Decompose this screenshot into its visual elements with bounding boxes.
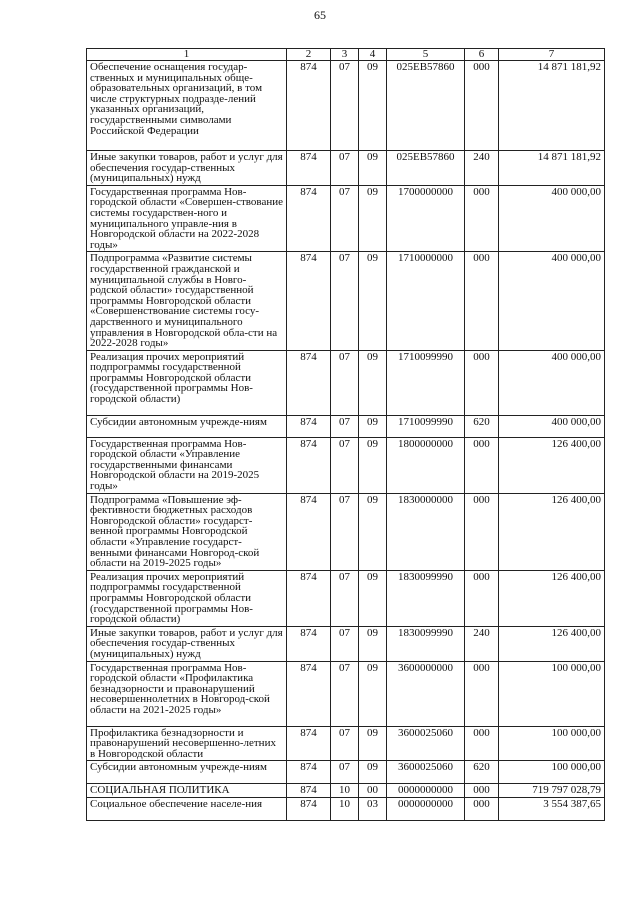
cell-description: Социальное обеспечение населе-ния xyxy=(87,798,287,821)
cell-target-article: 1800000000 xyxy=(387,437,465,493)
cell-target-article: 1830099990 xyxy=(387,570,465,626)
cell-target-article: 025ЕВ57860 xyxy=(387,151,465,186)
cell-subsection: 09 xyxy=(359,493,387,570)
cell-code: 874 xyxy=(287,784,331,798)
budget-table xyxy=(86,48,605,821)
cell-amount: 100 000,00 xyxy=(499,726,605,761)
cell-section: 07 xyxy=(331,185,359,252)
cell-amount: 3 554 387,65 xyxy=(499,798,605,821)
cell-expense-type: 000 xyxy=(465,185,499,252)
cell-expense-type: 240 xyxy=(465,626,499,661)
cell-code: 874 xyxy=(287,761,331,784)
cell-code: 874 xyxy=(287,493,331,570)
table-row xyxy=(87,726,605,761)
cell-subsection: 09 xyxy=(359,415,387,437)
cell-target-article: 1710000000 xyxy=(387,252,465,350)
cell-expense-type: 000 xyxy=(465,61,499,151)
cell-description: Субсидии автономным учрежде-ниям xyxy=(87,761,287,784)
cell-section: 07 xyxy=(331,661,359,726)
cell-target-article: 0000000000 xyxy=(387,798,465,821)
table-row xyxy=(87,415,605,437)
cell-description: Государственная программа Нов-городской области «Профилактика безнадзорности и правонарушений несовершеннолетних в Новгород-ской области на 2021-2025 годы» xyxy=(87,661,287,726)
column-header: 5 xyxy=(387,49,465,61)
cell-section: 07 xyxy=(331,626,359,661)
cell-expense-type: 000 xyxy=(465,493,499,570)
cell-expense-type: 000 xyxy=(465,726,499,761)
column-header: 2 xyxy=(287,49,331,61)
cell-section: 07 xyxy=(331,61,359,151)
column-header: 1 xyxy=(87,49,287,61)
cell-expense-type: 000 xyxy=(465,661,499,726)
cell-target-article: 1710099990 xyxy=(387,415,465,437)
cell-expense-type: 000 xyxy=(465,252,499,350)
cell-amount: 400 000,00 xyxy=(499,415,605,437)
column-header: 3 xyxy=(331,49,359,61)
table-row xyxy=(87,493,605,570)
cell-expense-type: 620 xyxy=(465,761,499,784)
cell-description: Реализация прочих мероприятий подпрограммы государственной программы Новгородской области (государственной программы Нов-городской области) xyxy=(87,350,287,415)
table-body xyxy=(87,61,605,821)
cell-subsection: 09 xyxy=(359,661,387,726)
table-row xyxy=(87,437,605,493)
cell-section: 07 xyxy=(331,570,359,626)
cell-target-article: 3600025060 xyxy=(387,726,465,761)
cell-section: 07 xyxy=(331,151,359,186)
column-header: 7 xyxy=(499,49,605,61)
cell-subsection: 09 xyxy=(359,761,387,784)
cell-amount: 400 000,00 xyxy=(499,252,605,350)
cell-target-article: 1700000000 xyxy=(387,185,465,252)
cell-code: 874 xyxy=(287,350,331,415)
cell-amount: 100 000,00 xyxy=(499,761,605,784)
cell-target-article: 3600025060 xyxy=(387,761,465,784)
cell-subsection: 03 xyxy=(359,798,387,821)
table-row xyxy=(87,61,605,151)
cell-code: 874 xyxy=(287,252,331,350)
cell-subsection: 09 xyxy=(359,151,387,186)
cell-code: 874 xyxy=(287,415,331,437)
cell-section: 07 xyxy=(331,415,359,437)
cell-subsection: 09 xyxy=(359,185,387,252)
cell-expense-type: 000 xyxy=(465,437,499,493)
cell-description: Подпрограмма «Повышение эф-фективности бюджетных расходов Новгородской области» государст-венной программы Новгородской области «Управление государст-венными финансами Новгород-ской области на 2019-2025 годы» xyxy=(87,493,287,570)
cell-amount: 126 400,00 xyxy=(499,437,605,493)
table-row xyxy=(87,761,605,784)
cell-section: 10 xyxy=(331,784,359,798)
cell-subsection: 09 xyxy=(359,350,387,415)
cell-target-article: 0000000000 xyxy=(387,784,465,798)
table-header-row xyxy=(87,49,605,61)
cell-section: 07 xyxy=(331,493,359,570)
cell-target-article: 1710099990 xyxy=(387,350,465,415)
cell-expense-type: 240 xyxy=(465,151,499,186)
cell-expense-type: 000 xyxy=(465,784,499,798)
cell-description: Государственная программа Нов-городской области «Совершен-ствование системы государствен-ного и муниципального управле-ния в Новгородской области на 2022-2028 годы» xyxy=(87,185,287,252)
cell-section: 07 xyxy=(331,761,359,784)
column-header: 6 xyxy=(465,49,499,61)
cell-code: 874 xyxy=(287,570,331,626)
cell-section: 07 xyxy=(331,350,359,415)
cell-code: 874 xyxy=(287,661,331,726)
cell-subsection: 09 xyxy=(359,437,387,493)
cell-amount: 126 400,00 xyxy=(499,570,605,626)
cell-subsection: 09 xyxy=(359,626,387,661)
table-row xyxy=(87,151,605,186)
cell-expense-type: 000 xyxy=(465,350,499,415)
cell-amount: 100 000,00 xyxy=(499,661,605,726)
cell-subsection: 09 xyxy=(359,61,387,151)
table-row xyxy=(87,252,605,350)
table-row xyxy=(87,784,605,798)
cell-subsection: 09 xyxy=(359,570,387,626)
cell-section: 07 xyxy=(331,726,359,761)
cell-amount: 400 000,00 xyxy=(499,185,605,252)
table-row xyxy=(87,661,605,726)
table-row xyxy=(87,626,605,661)
cell-amount: 14 871 181,92 xyxy=(499,61,605,151)
cell-section: 07 xyxy=(331,437,359,493)
cell-subsection: 09 xyxy=(359,252,387,350)
cell-expense-type: 620 xyxy=(465,415,499,437)
table-row xyxy=(87,798,605,821)
cell-description: Иные закупки товаров, работ и услуг для обеспечения государ-ственных (муниципальных) нужд xyxy=(87,626,287,661)
cell-target-article: 1830000000 xyxy=(387,493,465,570)
cell-amount: 719 797 028,79 xyxy=(499,784,605,798)
column-header: 4 xyxy=(359,49,387,61)
cell-description: СОЦИАЛЬНАЯ ПОЛИТИКА xyxy=(87,784,287,798)
cell-subsection: 09 xyxy=(359,726,387,761)
cell-section: 07 xyxy=(331,252,359,350)
cell-code: 874 xyxy=(287,185,331,252)
cell-amount: 126 400,00 xyxy=(499,493,605,570)
cell-expense-type: 000 xyxy=(465,570,499,626)
table-row xyxy=(87,350,605,415)
cell-target-article: 3600000000 xyxy=(387,661,465,726)
cell-target-article: 025ЕВ57860 xyxy=(387,61,465,151)
cell-code: 874 xyxy=(287,61,331,151)
table-row xyxy=(87,185,605,252)
page-number: 65 xyxy=(314,8,326,22)
cell-code: 874 xyxy=(287,437,331,493)
cell-code: 874 xyxy=(287,798,331,821)
cell-amount: 14 871 181,92 xyxy=(499,151,605,186)
cell-description: Подпрограмма «Развитие системы государственной гражданской и муниципальной службы в Новго-родской области» государственной программы Новгородской области «Совершенствование системы госу-дарственного и муниципального управления в Новгородской обла-сти на 2022-2028 годы» xyxy=(87,252,287,350)
cell-description: Государственная программа Нов-городской области «Управление государственными финансами Новгородской области на 2019-2025 годы» xyxy=(87,437,287,493)
cell-subsection: 00 xyxy=(359,784,387,798)
cell-amount: 400 000,00 xyxy=(499,350,605,415)
table-row xyxy=(87,570,605,626)
cell-section: 10 xyxy=(331,798,359,821)
cell-expense-type: 000 xyxy=(465,798,499,821)
cell-description: Субсидии автономным учрежде-ниям xyxy=(87,415,287,437)
cell-description: Реализация прочих мероприятий подпрограммы государственной программы Новгородской области (государственной программы Нов-городской области) xyxy=(87,570,287,626)
cell-amount: 126 400,00 xyxy=(499,626,605,661)
cell-description: Профилактика безнадзорности и правонарушений несовершенно-летних в Новгородской области xyxy=(87,726,287,761)
cell-code: 874 xyxy=(287,626,331,661)
cell-description: Обеспечение оснащения государ-ственных и муниципальных обще-образовательных организаций, в том числе структурных подразде-лений указанных организаций, государственными символами Российской Федерации xyxy=(87,61,287,151)
cell-target-article: 1830099990 xyxy=(387,626,465,661)
cell-code: 874 xyxy=(287,151,331,186)
cell-description: Иные закупки товаров, работ и услуг для обеспечения государ-ственных (муниципальных) нужд xyxy=(87,151,287,186)
cell-code: 874 xyxy=(287,726,331,761)
